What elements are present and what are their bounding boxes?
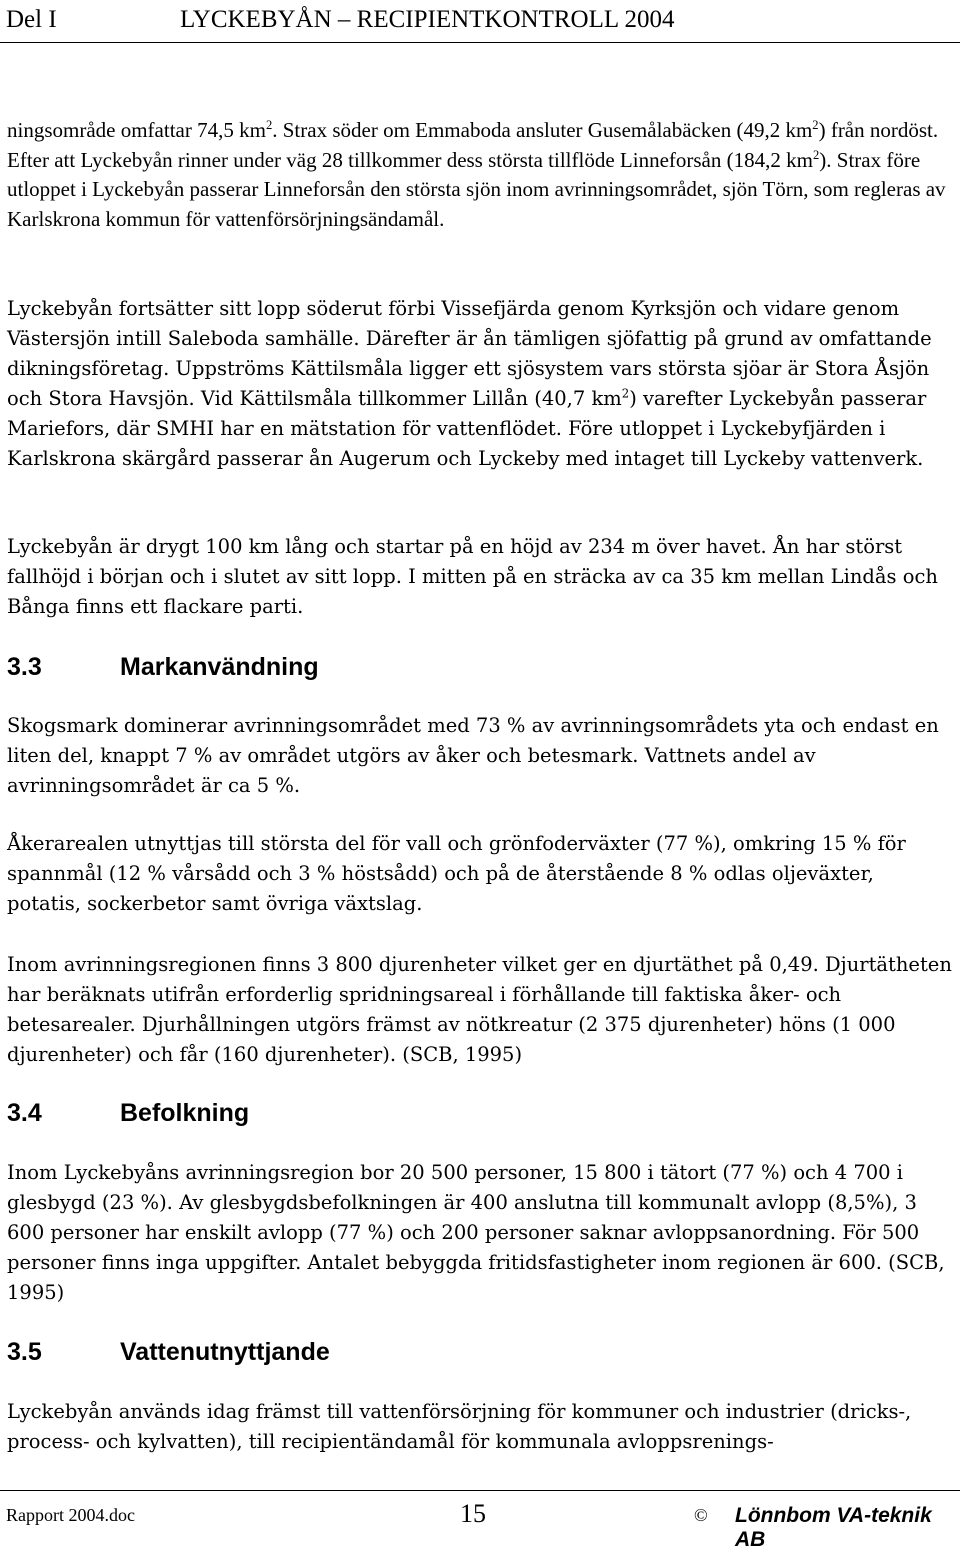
section-number: 3.4 — [7, 1099, 42, 1127]
superscript: 2 — [812, 147, 820, 162]
company-name: Lönnbom VA-teknik AB — [735, 1504, 932, 1551]
copyright-symbol: © — [694, 1505, 708, 1525]
page-footer — [0, 1490, 960, 1551]
section-number: 3.5 — [7, 1338, 42, 1366]
intro-text-4: ). Strax före utloppet i Lyckebyån passerar Linneforsån den största sjön inom avrinningsområdet, sjön Törn, som regleras av Karlskrona kommun för vattenförsörjningsändamål. — [7, 147, 946, 231]
superscript: 2 — [265, 118, 273, 132]
water-use-paragraph: Lyckebyån används idag främst till vattenförsörjning för kommuner och industrier (dricks-, process- och kylvatten), till recipientändamål för kommunala avloppsrenings- — [7, 1400, 912, 1453]
land-use-paragraph-2: Åkerarealen utnyttjas till största del för vall och grönfoderväxter (77 %), omkring 15 % för spannmål (12 % vårsådd och 3 % höstsådd) och på de återstående 8 % odlas oljeväxter, potatis, sockerbetor samt övriga växtslag. — [7, 832, 906, 915]
intro-text-1: ningsområde omfattar 74,5 km — [7, 118, 266, 142]
river-course-paragraph — [7, 294, 953, 474]
page-header — [0, 0, 960, 43]
header-part: Del I — [6, 6, 57, 33]
land-use-paragraph-1: Skogsmark dominerar avrinningsområdet med 73 % av avrinningsområdets yta och endast en liten del, knappt 7 % av området utgörs av åker och betesmark. Vattnets andel av avrinningsområdet är ca 5 %. — [7, 714, 939, 797]
river-course-text-2: ) varefter Lyckebyån passerar Mariefors, där SMHI har en mätstation för vattenflödet. Före utloppet i Lyckebyfjärden i Karlskrona skärgård passerar ån Augerum och Lyckeby med intaget till Lyckeby vattenverk. — [7, 387, 927, 470]
section-title: Markanvändning — [120, 653, 319, 681]
page-number: 15 — [460, 1499, 486, 1528]
land-use-paragraph-3: Inom avrinningsregionen finns 3 800 djurenheter vilket ger en djurtäthet på 0,49. Djurtätheten har beräknats utifrån erforderlig spridningsareal i förhållande till faktiska åker- och betesarealer. Djurhållningen utgörs främst av nötkreatur (2 375 djurenheter) höns (1 000 djurenheter) och får (160 djurenheter). (SCB, 1995) — [7, 953, 952, 1066]
population-paragraph: Inom Lyckebyåns avrinningsregion bor 20 500 personer, 15 800 i tätort (77 %) och 4 700 i glesbygd (23 %). Av glesbygdsbefolkningen är 400 anslutna till kommunalt avlopp (8,5%), 3 600 personer har enskilt avlopp (77 %) och 200 personer saknar avloppsanordning. För 500 personer finns inga uppgifter. Antalet bebyggda fritidsfastigheter inom regionen är 600. (SCB, 1995) — [7, 1161, 945, 1304]
section-heading-3-4 — [7, 1097, 249, 1129]
superscript: 2 — [621, 386, 630, 401]
river-course-text-1: Lyckebyån fortsätter sitt lopp söderut förbi Vissefjärda genom Kyrksjön och vidare genom Västersjön intill Saleboda samhälle. Därefter är ån tämligen sjöfattig på grund av omfattande dikningsföretag. Uppströms Kättilsmåla ligger ett sjösystem vars största sjöar är Stora Åsjön och Stora Havsjön. Vid Kättilsmåla tillkommer Lillån (40,7 km — [7, 297, 932, 410]
section-title: Vattenutnyttjande — [120, 1338, 330, 1366]
section-number: 3.3 — [7, 653, 42, 681]
section-heading-3-5 — [7, 1336, 330, 1368]
footer-filename: Rapport 2004.doc — [6, 1505, 135, 1525]
intro-paragraph — [7, 116, 953, 234]
section-heading-3-3 — [7, 651, 319, 683]
superscript: 2 — [812, 118, 819, 132]
river-length-paragraph: Lyckebyån är drygt 100 km lång och startar på en höjd av 234 m över havet. Ån har störst fallhöjd i början och i slutet av sitt lopp. I mitten på en sträcka av ca 35 km mellan Lindås och Bånga finns ett flackare parti. — [7, 535, 938, 618]
section-title: Befolkning — [120, 1099, 250, 1127]
intro-text-3: ) från nordöst. Efter att Lyckebyån rinner under väg 28 tillkommer dess största tillflöde Linneforsån (184,2 km — [7, 118, 939, 172]
header-title: LYCKEBYÅN – RECIPIENTKONTROLL 2004 — [180, 6, 675, 33]
intro-text-2: . Strax söder om Emmaboda ansluter Gusemålabäcken (49,2 km — [272, 118, 813, 142]
